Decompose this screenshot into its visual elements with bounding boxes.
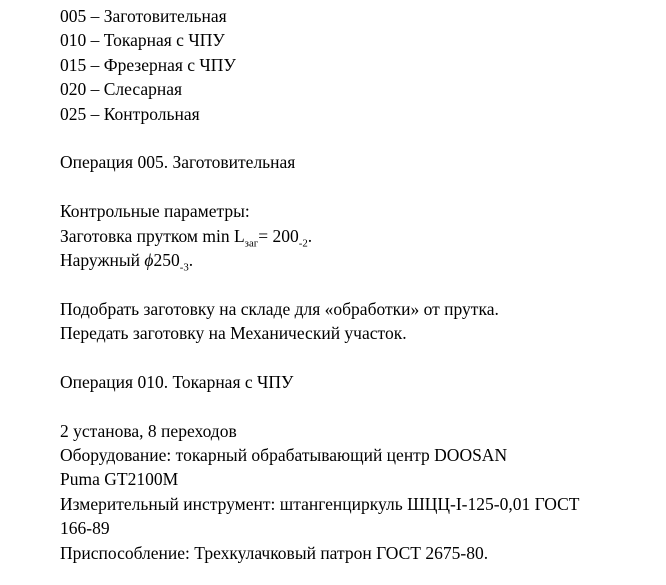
paragraph-gap (60, 394, 660, 418)
outer-diameter-param (60, 248, 660, 272)
control-params-heading: Контрольные параметры: (60, 201, 250, 222)
paragraph-gap (60, 175, 660, 199)
operation-list-item: 015 – Фрезерная с ЧПУ (60, 54, 236, 75)
op005-title: Операция 005. Заготовительная (60, 152, 296, 173)
blank-length-tolerance: -2 (298, 237, 308, 250)
fixture-line: Приспособление: Трехкулачковый патрон ГОСТ 2675-80. (60, 542, 489, 563)
operation-list-item: 025 – Контрольная (60, 103, 200, 124)
measuring-tool-line: Измерительный инструмент: штангенциркуль ШЦЦ-I-125-0,01 ГОСТ (60, 493, 580, 514)
op010-title: Операция 010. Токарная с ЧПУ (60, 371, 294, 392)
measuring-tool-line-cont: 166-89 (60, 518, 110, 539)
equipment-line-cont: Puma GT2100M (60, 469, 179, 490)
document-page (60, 4, 660, 565)
operation-list-item: 010 – Токарная с ЧПУ (60, 30, 225, 51)
outer-diameter-text: Наружный (60, 249, 145, 270)
phi-symbol: ϕ (144, 249, 154, 270)
equipment-line: Оборудование: токарный обрабатывающий центр DOOSAN (60, 445, 508, 466)
outer-diameter-value: 250 (153, 249, 180, 270)
paragraph-gap (60, 345, 660, 369)
paragraph-gap (60, 126, 660, 150)
instruction-line: Подобрать заготовку на складе для «обработки» от прутка. (60, 298, 499, 319)
instruction-line: Передать заготовку на Механический участок. (60, 323, 407, 344)
blank-length-subscript: заг (244, 237, 259, 250)
operation-list-item: 020 – Слесарная (60, 79, 183, 100)
blank-length-param (60, 224, 660, 248)
outer-diameter-tolerance: -3 (179, 261, 189, 274)
setups-line: 2 установа, 8 переходов (60, 420, 237, 441)
blank-length-text: Заготовка прутком min L (60, 225, 245, 246)
operation-list-item: 005 – Заготовительная (60, 6, 227, 26)
paragraph-gap (60, 272, 660, 296)
blank-length-end: . (307, 225, 313, 246)
blank-length-value: = 200 (258, 225, 299, 246)
outer-diameter-end: . (188, 249, 194, 270)
